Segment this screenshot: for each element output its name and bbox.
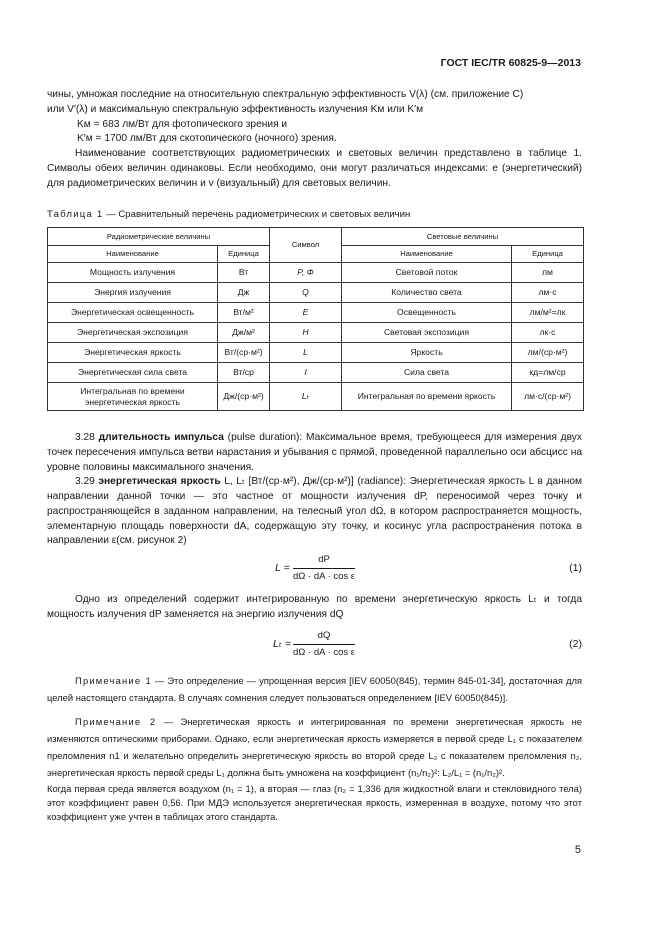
- eq2-number: (2): [569, 638, 582, 650]
- eq2-fraction: [293, 629, 355, 660]
- table-row: [48, 263, 584, 283]
- cell-rname: Энергетическая яркость: [48, 343, 218, 363]
- cell-lunit: лк·с: [512, 323, 584, 343]
- note-1: [47, 673, 582, 707]
- def-328-body: (pulse duration): Максимальное время, требующееся для измерения двух точек пересечения импульса ветви нарастания и убывания с прямой, проведенной параллельно оси абсцисс на уровне половины максимального значения.: [47, 432, 582, 473]
- cell-lunit: лм·с/(ср·м²): [512, 383, 584, 411]
- comparison-table: [47, 227, 584, 411]
- cell-runit: Дж/(ср·м²): [218, 383, 270, 411]
- cell-rname: Энергия излучения: [48, 283, 218, 303]
- eq1-numerator: dP: [293, 553, 355, 569]
- header-radiometric: Радиометрические величины: [48, 228, 270, 246]
- cell-lname: Количество света: [342, 283, 512, 303]
- table-row: [48, 323, 584, 343]
- table-row: [48, 303, 584, 323]
- cell-symbol: Lₜ: [270, 383, 342, 411]
- cell-runit: Вт/ср: [218, 363, 270, 383]
- table-caption-label: Таблица 1: [47, 209, 104, 220]
- table-caption: [47, 208, 410, 222]
- cell-rname: Мощность излучения: [48, 263, 218, 283]
- km-photopic: Kм = 683 лм/Вт для фотопического зрения и: [77, 118, 288, 130]
- table-row: [48, 383, 584, 411]
- intro-line-1: чины, умножая последние на относительную спектральную эффективность V(λ) (см. приложение С): [47, 89, 524, 100]
- eq2-numerator: dQ: [293, 629, 355, 645]
- def-329-term: энергетическая яркость: [98, 476, 221, 488]
- names-paragraph: Наименование соответствующих радиометрических и световых величин представлено в таблице 1. Символы обеих величин одинаковы. Если необходимо, они могут различаться индексами: e (энергетический) для радиометрических величин и v (визуальный) для световых величин.: [47, 148, 582, 189]
- cell-symbol: E: [270, 303, 342, 323]
- note-2-tail: Когда первая среда является воздухом (n₁ = 1), а вторая — глаз (n₂ = 1,336 для жидкостной влаги и стекловидного тела) этот коэффициент равен 0,56. При МДЭ используется энергетическая яркость, измеренная в воздухе, потому что этот коэффициент уже учтен в таблицах этого стандарта.: [47, 782, 582, 822]
- table-caption-text: — Сравнительный перечень радиометрических и световых величин: [103, 209, 411, 220]
- cell-lunit: кд=лм/ср: [512, 363, 584, 383]
- table-row: [48, 363, 584, 383]
- cell-runit: Вт/(ср·м²): [218, 343, 270, 363]
- cell-runit: Вт/м²: [218, 303, 270, 323]
- cell-symbol: Q: [270, 283, 342, 303]
- cell-symbol: P, Φ: [270, 263, 342, 283]
- cell-lname: Световая экспозиция: [342, 323, 512, 343]
- cell-lunit: лм: [512, 263, 584, 283]
- table-row: [48, 283, 584, 303]
- note-1-block: [47, 673, 582, 707]
- note-2: [47, 714, 582, 782]
- definitions-block: [47, 431, 582, 549]
- eq1-fraction: [293, 553, 355, 584]
- header-light: Световые величины: [342, 228, 584, 246]
- header-lname: Наименование: [342, 246, 512, 263]
- cell-rname: Энергетическая освещенность: [48, 303, 218, 323]
- km-scotopic: K′м = 1700 лм/Вт для скотопического (ночного) зрения.: [77, 133, 337, 145]
- cell-runit: Дж/м²: [218, 323, 270, 343]
- cell-symbol: I: [270, 363, 342, 383]
- intro-block: [47, 88, 582, 191]
- def-329-body: L, Lₜ [Вт/(ср·м²), Дж/(ср·м²)] (radiance): Энергетическая яркость L в данном направлении данной точки — это частное от мощности излучения dP, переносимой через точку и распространяющейся в заданном направлении, на телесный угол dΩ, в котором распространяется мощность, элементарную площадь поверхности dA, содержащую эту точку, и косинус угла распространения потока в направлении ε(см. рисунок 2): [47, 476, 582, 547]
- header-rname: Наименование: [48, 246, 218, 263]
- def-329-number: 3.29: [75, 476, 99, 488]
- eq2-lhs: Lₜ =: [273, 638, 291, 650]
- table-row: [48, 343, 584, 363]
- mid-paragraph-block: [47, 593, 582, 623]
- equation-1: [47, 553, 582, 583]
- def-328-number: 3.28: [75, 432, 99, 443]
- note-2-label: Примечание 2: [75, 716, 157, 727]
- cell-runit: Дж: [218, 283, 270, 303]
- cell-rname: Интегральная по времени энергетическая яркость: [48, 383, 218, 411]
- header-runit: Единица: [218, 246, 270, 263]
- cell-lunit: лм/(ср·м²): [512, 343, 584, 363]
- note-2-block: [47, 714, 582, 824]
- eq1-number: (1): [569, 562, 582, 574]
- intro-line-2: или V′(λ) и максимальную спектральную эффективность излучения Kм или K′м: [47, 103, 424, 115]
- cell-rname: Энергетическая экспозиция: [48, 323, 218, 343]
- eq2-denominator: dΩ · dA · cos ε: [293, 646, 356, 658]
- cell-rname: Энергетическая сила света: [48, 363, 218, 383]
- mid-paragraph: Одно из определений содержит интегрированную по времени энергетическую яркость Lₜ и тогда мощность излучения dP заменяется на энергию излучения dQ: [47, 594, 582, 620]
- header-symbol: Символ: [270, 228, 342, 263]
- def-328-term: длительность импульса: [98, 432, 224, 443]
- cell-lname: Яркость: [342, 343, 512, 363]
- cell-symbol: H: [270, 323, 342, 343]
- note-2-text: — Энергетическая яркость и интегрированная по времени энергетическая яркость не изменяются оптическими приборами. Однако, если энергетическая яркость измеряется в первой среде L₁ с показателем преломления n1 и желательно определить энергетическую яркость во второй среде L₂ с показателем преломления n₂, энергетическая яркость первой среды L₁ должна быть умножена на коэффициент (n₁/n₂)²: L₂/L₁ = (n₁/n₂)².: [47, 716, 582, 778]
- eq1-denominator: dΩ · dA · cos ε: [293, 570, 356, 582]
- cell-lname: Освещенность: [342, 303, 512, 323]
- equation-2: [47, 629, 582, 659]
- cell-runit: Вт: [218, 263, 270, 283]
- definition-3-29: [47, 475, 582, 549]
- cell-lname: Интегральная по времени яркость: [342, 383, 512, 411]
- note-1-text: — Это определение — упрощенная версия [IEV 60050(845), термин 845-01-34], достаточная для целей настоящего стандарта. В случаях сомнения следует пользоваться определением [IEV 60050(845)].: [47, 675, 582, 703]
- cell-lunit: лм·с: [512, 283, 584, 303]
- definition-3-28: [47, 431, 582, 475]
- standard-header: ГОСТ IEC/TR 60825-9—2013: [440, 57, 581, 69]
- page-number: 5: [574, 844, 581, 856]
- cell-lname: Сила света: [342, 363, 512, 383]
- note-1-label: Примечание 1: [75, 675, 152, 686]
- header-lunit: Единица: [512, 246, 584, 263]
- cell-lunit: лм/м²=лк: [512, 303, 584, 323]
- cell-symbol: L: [270, 343, 342, 363]
- eq1-lhs: L =: [275, 562, 290, 574]
- cell-lname: Световой поток: [342, 263, 512, 283]
